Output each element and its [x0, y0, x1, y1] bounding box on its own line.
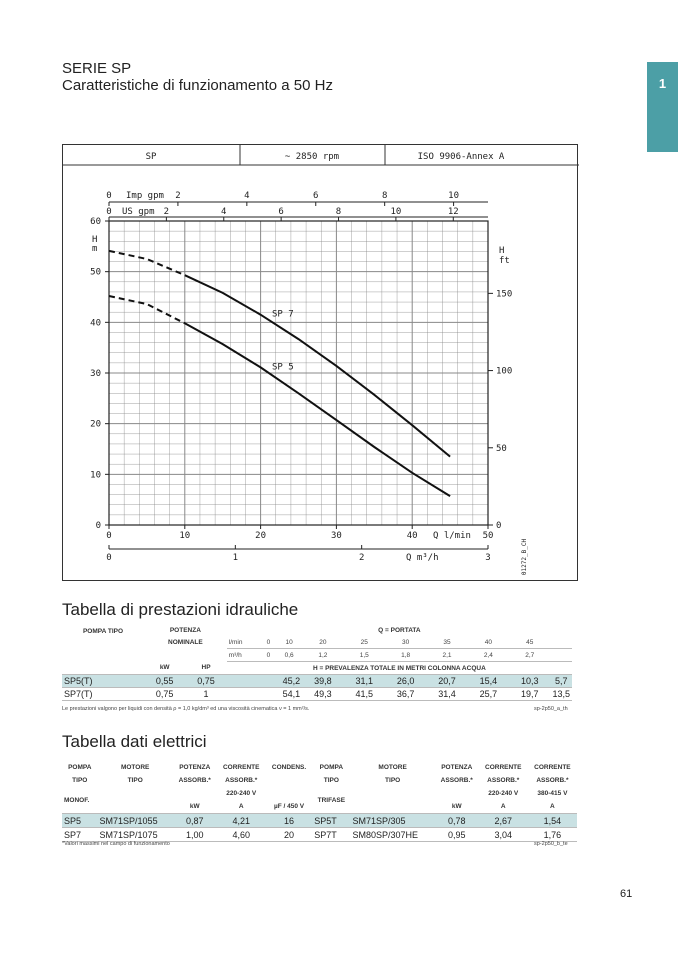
- table1-title: Tabella di prestazioni idrauliche: [62, 600, 299, 619]
- h-nominale: NOMINALE: [168, 638, 203, 646]
- imp-tick-label: 0: [106, 191, 112, 201]
- section-tab: [647, 62, 678, 152]
- us-tick-label: 12: [447, 207, 459, 217]
- table2-code: sp-2p50_b_te: [534, 841, 568, 847]
- m-pompa: SP5: [62, 814, 98, 828]
- h2-pompa-t: POMPA: [319, 764, 344, 771]
- table2-note: *Valori massimi nel campo di funzionamento: [62, 841, 170, 847]
- curve-dashed-1: [109, 296, 185, 323]
- t-motore: SM71SP/305: [350, 814, 434, 828]
- row-v0: 45,2: [261, 675, 302, 688]
- t-pompa: SP5T: [312, 814, 350, 828]
- m-c: 16: [266, 814, 312, 828]
- row-v6: 19,7: [509, 688, 550, 701]
- row-kw: 0,75: [144, 688, 185, 701]
- h2-assorb-t: ASSORB.*: [440, 777, 473, 784]
- row-kw: 0,55: [144, 675, 185, 688]
- m3h-1: 0,6: [276, 649, 302, 662]
- y-tick-label: 20: [90, 419, 101, 430]
- chart-code: 01272_B_CH: [521, 538, 528, 576]
- imp-tick-label: 4: [244, 191, 250, 201]
- h2-corrente: CORRENTE: [222, 764, 260, 771]
- h-pompa: POMPA TIPO: [82, 628, 124, 635]
- row-v7: 13,5: [552, 689, 570, 699]
- ft-tick-label: 100: [496, 366, 513, 377]
- h-hp: HP: [185, 662, 226, 675]
- imp-tick-label: 8: [381, 191, 388, 201]
- imp-gpm-label: Imp gpm: [126, 191, 164, 201]
- row-type: SP5(T): [62, 675, 144, 688]
- x-tick-label: 20: [255, 531, 267, 541]
- h2-kw-t: kW: [451, 803, 462, 810]
- h2-tipo: TIPO: [72, 777, 88, 784]
- lmin-7: 45: [509, 636, 550, 649]
- t-kw: 0,95: [447, 829, 466, 840]
- row-hp: 0,75: [185, 675, 226, 688]
- h2-kw: kW: [189, 803, 200, 810]
- header-speed: ~ 2850 rpm: [284, 152, 340, 162]
- m3h-2: 1,2: [302, 649, 343, 662]
- m-a: 4,60: [232, 829, 250, 840]
- h2-assorb: ASSORB.*: [178, 777, 211, 784]
- h2-a-t2: A: [550, 803, 555, 810]
- row-v5: 25,7: [468, 688, 509, 701]
- us-tick-label: 0: [106, 207, 112, 217]
- y-tick-label: 10: [90, 470, 101, 481]
- unit-m3h: m³/h: [227, 649, 261, 662]
- h2-condens: CONDENS.: [271, 764, 307, 771]
- m3h-6: 2,4: [468, 649, 509, 662]
- m3h-tick-label: 2: [358, 553, 365, 563]
- y-tick-label: 0: [95, 521, 101, 531]
- m-kw: 1,00: [185, 829, 204, 840]
- y-axis-label-h: H: [92, 235, 98, 245]
- series-title: SERIE SP: [62, 60, 132, 77]
- lmin-2: 20: [302, 636, 343, 649]
- h2-tipo-t: TIPO: [323, 777, 339, 784]
- y-tick-label: 30: [90, 369, 101, 379]
- header-standard: ISO 9906-Annex A: [417, 152, 505, 162]
- t-pompa: SP7T: [314, 829, 337, 840]
- series-label-sp5: SP 5: [271, 362, 294, 373]
- x-tick-label: 10: [179, 531, 191, 541]
- h-portata: Q = PORTATA: [378, 626, 421, 634]
- t-a1: 2,67: [479, 814, 528, 828]
- m-pompa: SP7: [64, 829, 82, 840]
- x-tick-label: 50: [482, 531, 494, 541]
- row-v4: 31,4: [426, 688, 467, 701]
- hydraulic-table: [62, 624, 572, 701]
- t-kw: 0,78: [435, 814, 479, 828]
- ft-tick-label: 0: [496, 521, 502, 531]
- m-c: 20: [284, 829, 295, 840]
- h2-assorb-t1: ASSORB.*: [487, 777, 520, 784]
- row-v6: 10,3: [509, 675, 550, 688]
- page-subtitle: Caratteristiche di funzionamento a 50 Hz: [62, 77, 333, 94]
- m3h-tick-label: 1: [232, 553, 239, 563]
- imp-tick-label: 10: [448, 191, 460, 201]
- m3h-3: 1,5: [344, 649, 385, 662]
- row-v2: 41,5: [344, 688, 385, 701]
- h2-v1-t: 220-240 V: [488, 790, 519, 797]
- h2-motore-t: MOTORE: [378, 764, 407, 771]
- table1-code: sp-2p50_a_th: [534, 706, 568, 712]
- h2-corrente-t1: CORRENTE: [485, 764, 522, 771]
- row-v3: 36,7: [385, 688, 426, 701]
- ft-tick-label: 150: [496, 289, 513, 300]
- table-row: [62, 688, 572, 701]
- lmin-3: 25: [344, 636, 385, 649]
- row-type: SP7(T): [62, 688, 144, 701]
- ft-tick-label: 50: [496, 443, 507, 454]
- lmin-5: 35: [426, 636, 467, 649]
- row-v3: 26,0: [385, 675, 426, 688]
- row-v7: 5,7: [550, 675, 572, 688]
- lmin-1: 10: [276, 636, 302, 649]
- row-v4: 20,7: [426, 675, 467, 688]
- h-kw: kW: [144, 662, 185, 675]
- x-tick-label: 30: [330, 531, 342, 541]
- h-prevalenza: H = PREVALENZA TOTALE IN METRI COLONNA ACQUA: [227, 662, 572, 675]
- us-tick-label: 10: [390, 207, 402, 217]
- table-row: [62, 814, 577, 828]
- row-v2: 31,1: [344, 675, 385, 688]
- t-a2: 1,54: [528, 814, 577, 828]
- t-motore: SM80SP/307HE: [352, 829, 418, 840]
- m-motore: SM71SP/1075: [99, 829, 158, 840]
- h2-potenza: POTENZA: [179, 764, 211, 771]
- h2-a-t1: A: [500, 803, 506, 810]
- m3h-tick-label: 0: [106, 553, 112, 563]
- h2-monof: MONOF.: [64, 796, 90, 804]
- header-model: SP: [145, 152, 157, 162]
- h2-potenza-t: POTENZA: [441, 764, 473, 771]
- h2-v1: 220-240 V: [226, 790, 257, 797]
- row-hp: 1: [185, 688, 226, 701]
- lmin-0: 0: [261, 636, 276, 649]
- row-v0: 54,1: [261, 688, 302, 701]
- h2-corrente-t2: CORRENTE: [534, 764, 571, 771]
- us-tick-label: 6: [278, 207, 284, 217]
- h2-uf: µF / 450 V: [273, 803, 305, 810]
- row-v1: 39,8: [302, 675, 343, 688]
- m-kw: 0,87: [173, 814, 217, 828]
- lmin-4: 30: [385, 636, 426, 649]
- section-tab-label: 1: [658, 76, 667, 91]
- m3h-axis-label: Q m³/h: [406, 553, 439, 563]
- ft-label-h: H: [499, 246, 505, 256]
- performance-chart-svg: [63, 145, 579, 582]
- row-v1: 49,3: [302, 688, 343, 701]
- h2-tipo-m: TIPO: [127, 777, 143, 784]
- lmin-6: 40: [468, 636, 509, 649]
- us-tick-label: 2: [163, 207, 170, 217]
- ft-label-ft: ft: [499, 256, 510, 266]
- curve-solid-1: [185, 323, 450, 496]
- row-v5: 15,4: [468, 675, 509, 688]
- x-tick-label: 0: [106, 531, 112, 541]
- page-number: 61: [620, 888, 633, 900]
- table2-title: Tabella dati elettrici: [62, 732, 207, 751]
- h2-assorb-t2: ASSORB.*: [536, 777, 569, 784]
- electrical-table: [62, 761, 577, 842]
- imp-tick-label: 6: [313, 191, 319, 201]
- h2-trifase: TRIFASE: [317, 796, 346, 804]
- m3h-4: 1,8: [385, 649, 426, 662]
- t-a2: 1,76: [543, 829, 562, 840]
- h2-motore: MOTORE: [120, 764, 150, 771]
- m3h-5: 2,1: [426, 649, 467, 662]
- h2-a: A: [238, 803, 244, 810]
- unit-lmin: l/min: [227, 636, 261, 649]
- us-tick-label: 4: [221, 207, 227, 217]
- h2-assorb-c: ASSORB.*: [225, 777, 258, 784]
- performance-chart: [62, 144, 578, 581]
- m3h-tick-label: 3: [485, 553, 491, 563]
- curve-solid-0: [185, 275, 450, 456]
- y-tick-label: 40: [90, 318, 101, 329]
- us-gpm-label: US gpm: [122, 207, 155, 217]
- y-tick-label: 50: [90, 267, 101, 278]
- table-row: [62, 828, 577, 842]
- t-a1: 3,04: [494, 829, 513, 840]
- h-potenza: POTENZA: [169, 626, 201, 634]
- y-axis-label-m: m: [92, 244, 98, 254]
- table-row: [62, 675, 572, 688]
- m-motore: SM71SP/1055: [98, 814, 173, 828]
- us-tick-label: 8: [335, 207, 342, 217]
- table1-note: Le prestazioni valgono per liquidi con densità ρ = 1,0 kg/dm³ ed una viscosità cinematica ν = 1 mm²/s.: [62, 706, 310, 712]
- m-a: 4,21: [217, 814, 266, 828]
- h2-tipo-mt: TIPO: [385, 777, 401, 784]
- h2-v2-t: 380-415 V: [537, 790, 568, 797]
- x-tick-label: 40: [406, 531, 418, 541]
- x-axis-label: Q l/min: [433, 531, 471, 541]
- m3h-7: 2,7: [509, 649, 550, 662]
- m3h-0: 0: [261, 649, 276, 662]
- series-label-sp7: SP 7: [271, 309, 294, 320]
- imp-tick-label: 2: [175, 191, 181, 201]
- h2-pompa: POMPA: [68, 764, 92, 771]
- y-tick-label: 60: [90, 217, 101, 227]
